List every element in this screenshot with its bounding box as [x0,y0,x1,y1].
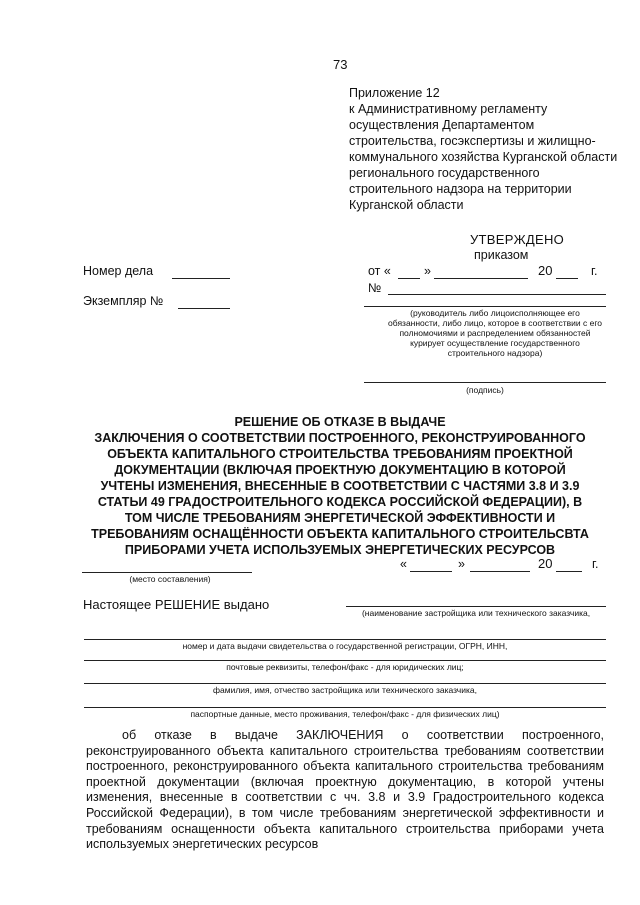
by-order-label: приказом [474,248,529,262]
order-number-label: № [368,281,382,295]
place-year-prefix: 20 [538,556,553,571]
place-line [82,572,252,573]
annex-text: к Административному регламенту осуществления Департаментом строительства, госэкспертизы и жилищно-коммунального хозяйства Курганской области регионального государственного строительного надзора на территории Курганской области [349,102,618,212]
signature-caption: (подпись) [466,385,504,395]
order-year-line [556,278,578,279]
passport-caption: паспортные данные, место проживания, телефон/факс - для физических лиц) [190,709,500,719]
order-year-prefix: 20 [538,263,553,278]
developer-caption: (наименование застройщика или технического заказчика, [361,608,591,618]
date-from-label: от « [368,264,391,278]
place-year-line [556,571,582,572]
title-line: ЗАКЛЮЧЕНИЯ О СООТВЕТСТВИИ ПОСТРОЕННОГО, РЕКОНСТРУИРОВАННОГО [94,431,586,445]
place-caption: (место составления) [129,574,211,584]
title-line: СТАТЬИ 49 ГРАДОСТРОИТЕЛЬНОГО КОДЕКСА РОССИЙСКОЙ ФЕДЕРАЦИИ), В [97,495,583,509]
decision-title [70,414,610,558]
body-text: об отказе в выдаче ЗАКЛЮЧЕНИЯ о соответствии построенного, реконструированного объекта капитального строительства требованиям соответствии построенного, реконструированного объекта капитального строительства требованиям проектной документации (включая проектную документацию, в которой учтены изменения, внесенные в соответствии с чч. 3.8 и 3.9 Градостроительного кодекса Российской Федерации), в том числе требованиям энергетической эффективности и требованиям оснащенности объекта капитального строительства приборами учета используемых энергетических ресурсов [86,728,604,852]
case-number-label: Номер дела [83,264,154,278]
fio-caption: фамилия, имя, отчество застройщика или технического заказчика, [213,685,477,695]
date-mid-quote: » [424,264,431,278]
place-quote-open: « [400,557,407,571]
place-day-line [410,571,452,572]
page-number: 73 [333,57,348,72]
body-paragraph [86,728,604,853]
order-number-line [388,294,606,295]
order-year-suffix: г. [591,264,598,278]
registration-line [84,639,606,640]
copy-number-label: Экземпляр № [83,294,164,308]
case-number-line [172,278,230,279]
passport-line [84,707,606,708]
postal-caption: почтовые реквизиты, телефон/факс - для юридических лиц; [226,662,464,672]
title-line: ПРИБОРАМИ УЧЕТА ИСПОЛЬЗУЕМЫХ ЭНЕРГЕТИЧЕСКИХ РЕСУРСОВ [124,543,556,557]
head-caption: (руководитель либо лицоисполняющее его обязанности, либо лицо, которое в соответствии с его полномочиями и распределением обязанностей курирует осуществление государственного строительного надзора) [388,308,602,358]
title-line: ТОМ ЧИСЛЕ ТРЕБОВАНИЯМ ЭНЕРГЕТИЧЕСКОЙ ЭФФЕКТИВНОСТИ И [124,511,556,525]
title-line: РЕШЕНИЕ ОБ ОТКАЗЕ В ВЫДАЧЕ [234,415,446,429]
developer-line [346,606,606,607]
annex-block [349,85,619,213]
order-day-line [398,278,420,279]
title-line: ДОКУМЕНТАЦИИ (ВКЛЮЧАЯ ПРОЕКТНУЮ ДОКУМЕНТАЦИЮ В КОТОРОЙ [114,463,566,477]
annex-title: Приложение 12 [349,86,440,100]
title-line: УЧТЕНЫ ИЗМЕНЕНИЯ, ВНЕСЕННЫЕ В СООТВЕТСТВИИ С ЧАСТЯМИ 3.8 И 3.9 [100,479,580,493]
postal-line [84,660,606,661]
title-line: ОБЪЕКТА КАПИТАЛЬНОГО СТРОИТЕЛЬСТВА ТРЕБОВАНИЯМ ПРОЕКТНОЙ [107,447,573,461]
issued-to-label: Настоящее РЕШЕНИЕ выдано [83,597,270,612]
registration-caption: номер и дата выдачи свидетельства о государственной регистрации, ОГРН, ИНН, [182,641,508,651]
approved-label: УТВЕРЖДЕНО [470,232,565,247]
signature-line [364,382,606,383]
place-quote-close: » [458,557,465,571]
title-line: ТРЕБОВАНИЯМ ОСНАЩЁННОСТИ ОБЪЕКТА КАПИТАЛЬНОГО СТРОИТЕЛЬСВТА [91,527,589,541]
place-month-line [470,571,530,572]
fio-line [84,683,606,684]
head-name-line [364,306,606,307]
place-year-suffix: г. [592,557,599,571]
copy-number-line [178,308,230,309]
order-month-line [434,278,528,279]
